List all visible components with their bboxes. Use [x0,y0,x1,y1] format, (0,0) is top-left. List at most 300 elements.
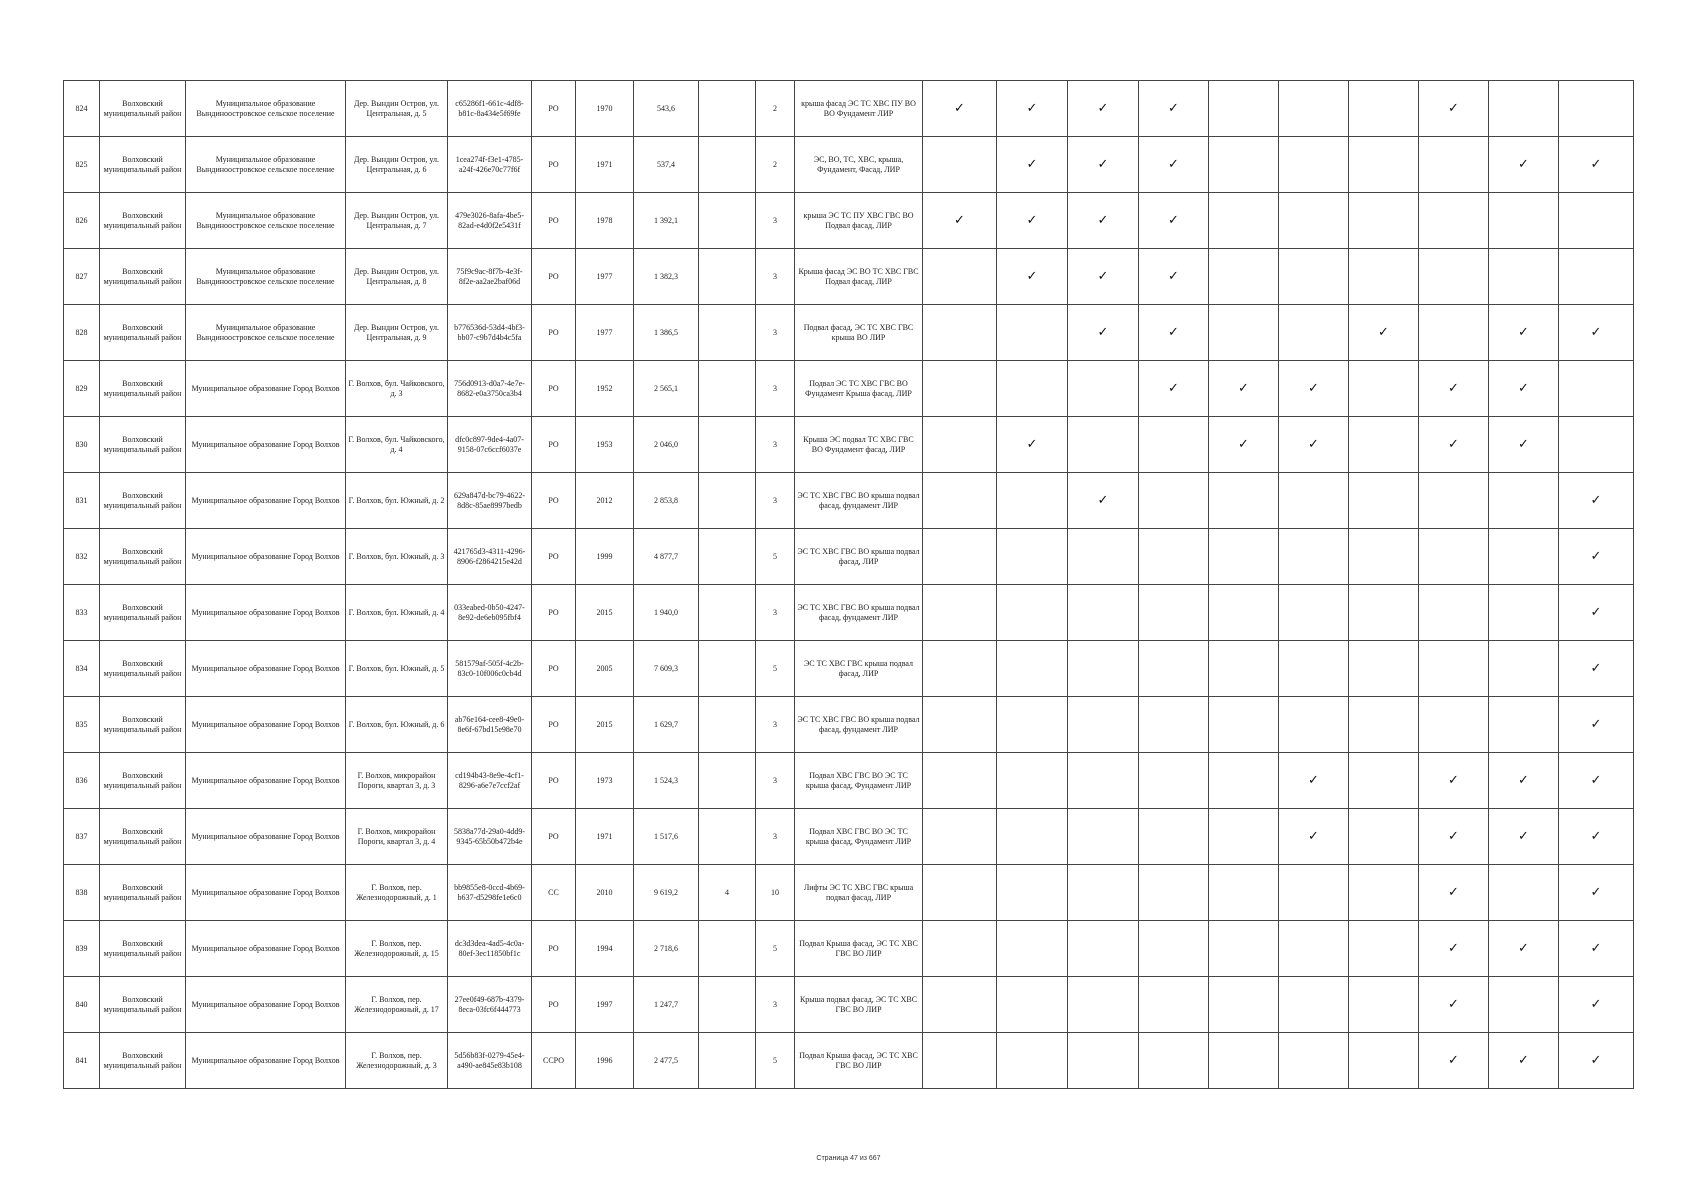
floor-count: 3 [756,361,795,417]
ownership-type: РО [532,193,576,249]
building-address: Дер. Вындин Остров, ул. Центральная, д. 8 [346,249,448,305]
empty-cell [1279,1033,1349,1089]
table-row [64,697,1634,753]
floor-count: 3 [756,417,795,473]
checkmark-cell [1559,529,1634,585]
checkmark-cell [1489,361,1559,417]
checkmark-cell [1419,1033,1489,1089]
checkmark-cell [1419,977,1489,1033]
checkmark-cell [1559,697,1634,753]
table-row [64,529,1634,585]
row-number: 825 [64,137,100,193]
checkmark-icon: ✓ [1168,212,1179,228]
building-guid: cd194b43-8e9e-4cf1-8296-a6e7e7ccf2af [448,753,532,809]
building-guid: 033eabed-0b50-4247-8e92-de6eb095fbf4 [448,585,532,641]
municipality-name: Муниципальное образование Город Волхов [186,921,346,977]
empty-cell [997,529,1068,585]
build-year: 1978 [576,193,634,249]
empty-cell [1489,249,1559,305]
empty-cell [997,585,1068,641]
checkmark-cell [1139,81,1209,137]
checkmark-cell [1419,921,1489,977]
empty-cell [1419,305,1489,361]
planned-works: ЭС ТС ХВС ГВС ВО крыша подвал фасад, фундамент ЛИР [795,697,923,753]
checkmark-cell [997,137,1068,193]
empty-cell [1279,249,1349,305]
elevator-count [699,921,756,977]
checkmark-cell [1279,417,1349,473]
building-address: Дер. Вындин Остров, ул. Центральная, д. 6 [346,137,448,193]
empty-cell [1349,249,1419,305]
empty-cell [1139,417,1209,473]
row-number: 828 [64,305,100,361]
empty-cell [997,361,1068,417]
checkmark-cell [1559,865,1634,921]
empty-cell [1068,753,1139,809]
elevator-count [699,1033,756,1089]
checkmark-cell [1489,137,1559,193]
empty-cell [1068,809,1139,865]
empty-cell [1068,585,1139,641]
row-number: 827 [64,249,100,305]
empty-cell [1489,697,1559,753]
checkmark-cell [1139,249,1209,305]
building-area: 9 619,2 [634,865,699,921]
checkmark-cell [997,249,1068,305]
checkmark-icon: ✓ [1518,380,1529,396]
municipality-name: Муниципальное образование Город Волхов [186,361,346,417]
building-address: Дер. Вындин Остров, ул. Центральная, д. 9 [346,305,448,361]
empty-cell [997,753,1068,809]
housing-registry-table [63,80,1634,1089]
empty-cell [1349,1033,1419,1089]
building-area: 543,6 [634,81,699,137]
building-address: Г. Волхов, бул. Южный, д. 4 [346,585,448,641]
empty-cell [1489,641,1559,697]
checkmark-cell [1419,417,1489,473]
empty-cell [1279,921,1349,977]
build-year: 1971 [576,137,634,193]
checkmark-cell [1139,305,1209,361]
checkmark-icon: ✓ [1168,268,1179,284]
row-number: 835 [64,697,100,753]
planned-works: ЭС, ВО, ТС, ХВС, крыша, Фундамент, Фасад, ЛИР [795,137,923,193]
empty-cell [997,641,1068,697]
building-address: Дер. Вындин Остров, ул. Центральная, д. 5 [346,81,448,137]
building-guid: dc3d3dea-4ad5-4c0a-80ef-3ec11850bf1c [448,921,532,977]
table-row [64,585,1634,641]
empty-cell [1349,529,1419,585]
municipality-name: Муниципальное образование Вындиноостровское сельское поселение [186,193,346,249]
empty-cell [923,305,997,361]
ownership-type: РО [532,417,576,473]
planned-works: Подвал ЭС ТС ХВС ГВС ВО Фундамент Крыша фасад, ЛИР [795,361,923,417]
checkmark-cell [997,417,1068,473]
checkmark-icon: ✓ [1448,828,1459,844]
checkmark-icon: ✓ [1097,324,1109,340]
municipality-name: Муниципальное образование Город Волхов [186,473,346,529]
building-guid: ab76e164-cee8-49e0-8e6f-67bd15e98e70 [448,697,532,753]
empty-cell [997,473,1068,529]
checkmark-icon: ✓ [1448,940,1459,956]
planned-works: ЭС ТС ХВС ГВС ВО крыша подвал фасад, фундамент ЛИР [795,585,923,641]
empty-cell [1209,977,1279,1033]
empty-cell [1279,137,1349,193]
row-number: 838 [64,865,100,921]
empty-cell [997,809,1068,865]
checkmark-cell [1068,305,1139,361]
empty-cell [1349,809,1419,865]
building-area: 1 247,7 [634,977,699,1033]
checkmark-cell [1068,193,1139,249]
ownership-type: РО [532,977,576,1033]
checkmark-icon: ✓ [1448,772,1459,788]
elevator-count [699,753,756,809]
checkmark-cell [1419,753,1489,809]
checkmark-icon: ✓ [1518,828,1529,844]
checkmark-cell [1559,305,1634,361]
empty-cell [1279,697,1349,753]
checkmark-cell [1279,809,1349,865]
empty-cell [1279,641,1349,697]
empty-cell [1419,249,1489,305]
checkmark-cell [1279,361,1349,417]
empty-cell [1559,249,1634,305]
checkmark-cell [1559,641,1634,697]
checkmark-icon: ✓ [1590,660,1602,676]
empty-cell [1209,193,1279,249]
building-address: Г. Волхов, бул. Южный, д. 6 [346,697,448,753]
empty-cell [997,305,1068,361]
build-year: 1996 [576,1033,634,1089]
empty-cell [1209,81,1279,137]
elevator-count [699,81,756,137]
district-name: Волховский муниципальный район [100,81,186,137]
floor-count: 5 [756,921,795,977]
empty-cell [1068,977,1139,1033]
checkmark-icon: ✓ [1168,100,1179,116]
empty-cell [923,529,997,585]
district-name: Волховский муниципальный район [100,641,186,697]
checkmark-icon: ✓ [1308,828,1319,844]
empty-cell [1349,417,1419,473]
empty-cell [1349,921,1419,977]
floor-count: 3 [756,753,795,809]
empty-cell [1489,977,1559,1033]
empty-cell [1419,193,1489,249]
municipality-name: Муниципальное образование Город Волхов [186,417,346,473]
municipality-name: Муниципальное образование Вындиноостровское сельское поселение [186,249,346,305]
building-guid: 75f9c9ac-8f7b-4e3f-8f2e-aa2ae2baf06d [448,249,532,305]
elevator-count [699,809,756,865]
empty-cell [1349,697,1419,753]
ownership-type: РО [532,361,576,417]
checkmark-icon: ✓ [1168,156,1179,172]
ownership-type: РО [532,641,576,697]
row-number: 831 [64,473,100,529]
checkmark-cell [997,193,1068,249]
empty-cell [1209,137,1279,193]
checkmark-cell [1139,361,1209,417]
planned-works: Подвал Крыша фасад, ЭС ТС ХВС ГВС ВО ЛИР [795,921,923,977]
checkmark-cell [1068,249,1139,305]
building-area: 1 517,6 [634,809,699,865]
ownership-type: РО [532,249,576,305]
floor-count: 2 [756,81,795,137]
checkmark-cell [923,81,997,137]
empty-cell [1139,529,1209,585]
elevator-count [699,305,756,361]
floor-count: 5 [756,529,795,585]
empty-cell [1489,81,1559,137]
build-year: 1997 [576,977,634,1033]
checkmark-icon: ✓ [954,100,965,116]
planned-works: Крыша ЭС подвал ТС ХВС ГВС ВО Фундамент фасад, ЛИР [795,417,923,473]
planned-works: Лифты ЭС ТС ХВС ГВС крыша подвал фасад, ЛИР [795,865,923,921]
empty-cell [923,473,997,529]
empty-cell [1209,1033,1279,1089]
build-year: 1999 [576,529,634,585]
table-row [64,193,1634,249]
elevator-count [699,585,756,641]
empty-cell [1419,585,1489,641]
checkmark-icon: ✓ [1168,324,1179,340]
empty-cell [1068,865,1139,921]
checkmark-cell [1139,137,1209,193]
elevator-count: 4 [699,865,756,921]
floor-count: 3 [756,809,795,865]
municipality-name: Муниципальное образование Вындиноостровское сельское поселение [186,305,346,361]
row-number: 830 [64,417,100,473]
building-guid: b776536d-53d4-4bf3-bb07-c9b7d4b4c5fa [448,305,532,361]
building-guid: bb9855e8-0ccd-4b69-b637-d5298fe1e6c0 [448,865,532,921]
empty-cell [1419,697,1489,753]
empty-cell [1559,417,1634,473]
empty-cell [923,865,997,921]
empty-cell [923,809,997,865]
row-number: 829 [64,361,100,417]
municipality-name: Муниципальное образование Вындиноостровское сельское поселение [186,137,346,193]
empty-cell [923,921,997,977]
district-name: Волховский муниципальный район [100,529,186,585]
building-area: 1 629,7 [634,697,699,753]
empty-cell [1209,921,1279,977]
ownership-type: РО [532,697,576,753]
checkmark-cell [1209,361,1279,417]
empty-cell [1139,809,1209,865]
empty-cell [923,697,997,753]
checkmark-cell [1489,305,1559,361]
checkmark-icon: ✓ [1448,884,1459,900]
checkmark-cell [923,193,997,249]
ownership-type: ССРО [532,1033,576,1089]
table-row [64,641,1634,697]
checkmark-cell [997,81,1068,137]
planned-works: Крыша подвал фасад, ЭС ТС ХВС ГВС ВО ЛИР [795,977,923,1033]
empty-cell [1419,641,1489,697]
checkmark-icon: ✓ [1590,604,1602,620]
planned-works: ЭС ТС ХВС ГВС ВО крыша подвал фасад, ЛИР [795,529,923,585]
empty-cell [1349,361,1419,417]
checkmark-icon: ✓ [1590,716,1602,732]
empty-cell [1349,193,1419,249]
checkmark-cell [1349,305,1419,361]
empty-cell [1139,473,1209,529]
checkmark-icon: ✓ [1026,268,1038,284]
elevator-count [699,697,756,753]
checkmark-icon: ✓ [1590,772,1602,788]
empty-cell [1559,361,1634,417]
building-address: Г. Волхов, микрорайон Пороги, квартал 3, д. 3 [346,753,448,809]
build-year: 1973 [576,753,634,809]
empty-cell [1209,865,1279,921]
elevator-count [699,977,756,1033]
checkmark-icon: ✓ [1097,100,1109,116]
building-address: Г. Волхов, пер. Железнодорожный, д. 1 [346,865,448,921]
empty-cell [1139,641,1209,697]
ownership-type: РО [532,137,576,193]
building-guid: 581579af-505f-4c2b-83c0-10f006c0cb4d [448,641,532,697]
floor-count: 10 [756,865,795,921]
district-name: Волховский муниципальный район [100,417,186,473]
table-row [64,249,1634,305]
building-guid: 479e3026-8afa-4be5-82ad-e4d0f2e5431f [448,193,532,249]
empty-cell [1279,81,1349,137]
empty-cell [923,641,997,697]
checkmark-icon: ✓ [1518,436,1529,452]
empty-cell [1068,1033,1139,1089]
empty-cell [1139,977,1209,1033]
table-row [64,865,1634,921]
empty-cell [1209,809,1279,865]
checkmark-cell [1209,417,1279,473]
empty-cell [997,1033,1068,1089]
ownership-type: РО [532,585,576,641]
empty-cell [1489,865,1559,921]
empty-cell [1139,697,1209,753]
build-year: 1977 [576,249,634,305]
district-name: Волховский муниципальный район [100,305,186,361]
elevator-count [699,641,756,697]
ownership-type: РО [532,921,576,977]
checkmark-cell [1559,753,1634,809]
empty-cell [923,1033,997,1089]
district-name: Волховский муниципальный район [100,193,186,249]
elevator-count [699,193,756,249]
elevator-count [699,473,756,529]
checkmark-icon: ✓ [1590,940,1602,956]
row-number: 832 [64,529,100,585]
checkmark-icon: ✓ [1026,100,1038,116]
build-year: 2005 [576,641,634,697]
checkmark-cell [1489,809,1559,865]
checkmark-icon: ✓ [1590,1052,1602,1068]
ownership-type: РО [532,305,576,361]
checkmark-icon: ✓ [1590,548,1602,564]
checkmark-cell [1559,921,1634,977]
ownership-type: РО [532,753,576,809]
checkmark-icon: ✓ [1448,100,1459,116]
municipality-name: Муниципальное образование Город Волхов [186,641,346,697]
checkmark-cell [1559,473,1634,529]
empty-cell [923,977,997,1033]
empty-cell [923,249,997,305]
row-number: 840 [64,977,100,1033]
empty-cell [923,753,997,809]
planned-works: Крыша фасад ЭС ВО ТС ХВС ГВС Подвал фасад, ЛИР [795,249,923,305]
building-guid: 756d0913-d0a7-4e7e-8682-e0a3750ca3b4 [448,361,532,417]
building-guid: 421765d3-4311-4296-8906-f2864215e42d [448,529,532,585]
empty-cell [997,865,1068,921]
building-guid: 5d56b83f-0279-45e4-a490-ae845e83b108 [448,1033,532,1089]
checkmark-icon: ✓ [1518,1052,1529,1068]
checkmark-icon: ✓ [1378,324,1389,340]
empty-cell [1349,641,1419,697]
building-address: Г. Волхов, бул. Южный, д. 3 [346,529,448,585]
row-number: 837 [64,809,100,865]
building-address: Г. Волхов, бул. Чайковского, д. 3 [346,361,448,417]
checkmark-icon: ✓ [1308,436,1319,452]
table-row [64,473,1634,529]
building-area: 2 565,1 [634,361,699,417]
build-year: 2010 [576,865,634,921]
checkmark-cell [1489,1033,1559,1089]
row-number: 841 [64,1033,100,1089]
empty-cell [1139,921,1209,977]
checkmark-icon: ✓ [1026,436,1038,452]
empty-cell [1279,977,1349,1033]
checkmark-icon: ✓ [1518,772,1529,788]
planned-works: ЭС ТС ХВС ГВС ВО крыша подвал фасад, фундамент ЛИР [795,473,923,529]
row-number: 836 [64,753,100,809]
row-number: 839 [64,921,100,977]
table-row [64,417,1634,473]
empty-cell [1068,641,1139,697]
planned-works: Подвал Крыша фасад, ЭС ТС ХВС ГВС ВО ЛИР [795,1033,923,1089]
building-area: 2 477,5 [634,1033,699,1089]
build-year: 2015 [576,585,634,641]
empty-cell [1349,137,1419,193]
build-year: 1970 [576,81,634,137]
empty-cell [1279,529,1349,585]
floor-count: 3 [756,305,795,361]
building-address: Г. Волхов, пер. Железнодорожный, д. 3 [346,1033,448,1089]
table-row [64,1033,1634,1089]
empty-cell [1068,921,1139,977]
build-year: 1953 [576,417,634,473]
elevator-count [699,137,756,193]
checkmark-icon: ✓ [1448,436,1459,452]
building-guid: 27ee0f49-687b-4379-8eca-03fc6f444773 [448,977,532,1033]
building-guid: 5838a77d-29a0-4dd9-9345-65b50b472b4e [448,809,532,865]
district-name: Волховский муниципальный район [100,921,186,977]
district-name: Волховский муниципальный район [100,977,186,1033]
empty-cell [1349,473,1419,529]
checkmark-icon: ✓ [1238,380,1249,396]
build-year: 1977 [576,305,634,361]
empty-cell [923,417,997,473]
checkmark-icon: ✓ [1448,380,1459,396]
empty-cell [1209,305,1279,361]
empty-cell [1489,585,1559,641]
building-area: 2 718,6 [634,921,699,977]
checkmark-cell [1559,137,1634,193]
empty-cell [1209,641,1279,697]
building-address: Г. Волхов, бул. Чайковского, д. 4 [346,417,448,473]
building-address: Г. Волхов, пер. Железнодорожный, д. 15 [346,921,448,977]
checkmark-cell [1559,585,1634,641]
checkmark-icon: ✓ [1238,436,1249,452]
